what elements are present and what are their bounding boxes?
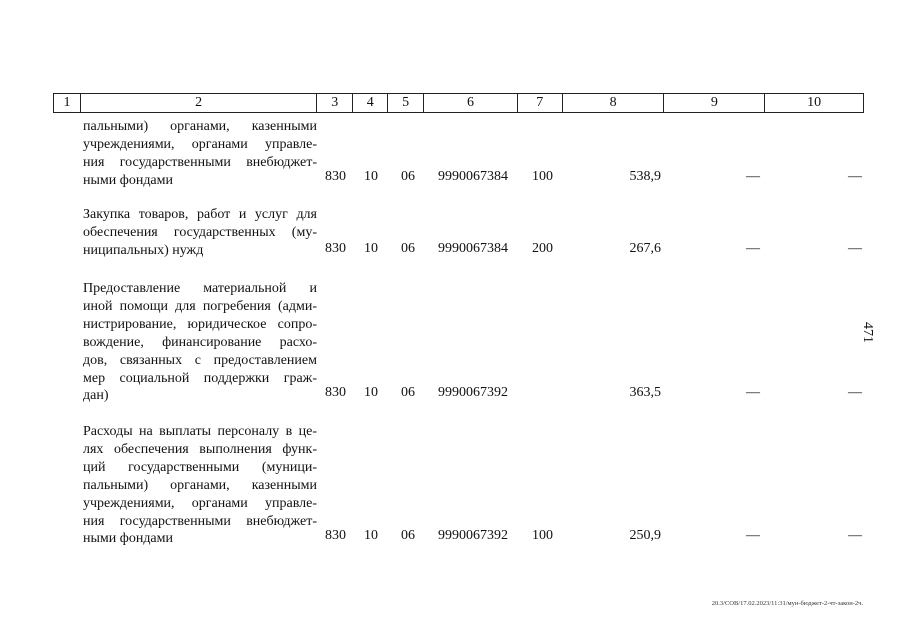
cell-col-10: —: [848, 528, 862, 543]
cell-col-5: 06: [401, 528, 415, 543]
header-col-9: 9: [664, 94, 765, 112]
cell-col-10: —: [848, 169, 862, 184]
cell-col-7: 200: [532, 241, 553, 256]
footer-code: 20.3/СОВ/17.02.2023/11:31/мун-бюджет-2-чт-закон-2ч.: [711, 600, 863, 607]
header-col-1: 1: [54, 94, 81, 112]
cell-col-6: 9990067392: [438, 385, 508, 400]
cell-col-4: 10: [364, 528, 378, 543]
cell-col-3: 830: [325, 169, 346, 184]
header-col-7: 7: [518, 94, 563, 112]
header-col-3: 3: [317, 94, 353, 112]
cell-col-3: 830: [325, 241, 346, 256]
header-col-2: 2: [81, 94, 317, 112]
cell-col-10: —: [848, 385, 862, 400]
cell-col-9: —: [746, 385, 760, 400]
page-number: 471: [860, 322, 875, 343]
header-col-4: 4: [353, 94, 388, 112]
cell-col-6: 9990067392: [438, 528, 508, 543]
header-col-10: 10: [807, 95, 822, 110]
cell-col-9: —: [746, 241, 760, 256]
cell-col-6: 9990067384: [438, 169, 508, 184]
cell-col-9: —: [746, 528, 760, 543]
cell-col-6: 9990067384: [438, 241, 508, 256]
cell-col-4: 10: [364, 169, 378, 184]
cell-col-7: 100: [532, 528, 553, 543]
row-description: Закупка товаров, работ и услуг для обеспечения государственных (му- ниципальных) нужд: [83, 207, 317, 258]
cell-col-8: 538,9: [629, 169, 661, 184]
cell-col-8: 267,6: [629, 241, 661, 256]
cell-col-10: —: [848, 241, 862, 256]
table-header: [53, 93, 864, 113]
cell-col-4: 10: [364, 385, 378, 400]
row-description: пальными) органами, казенными учреждениями, органами управле- ния государственными внебюджет- ными фондами: [83, 119, 317, 188]
header-col-8: 8: [563, 94, 665, 112]
row-description: Предоставление материальной и иной помощи для погребения (адми- нистрирование, юридическое сопро- вождение, финансирование расхо- дов, связанных с предоставлением мер социальной поддержки граж- дан): [83, 281, 317, 404]
cell-col-4: 10: [364, 241, 378, 256]
cell-col-3: 830: [325, 528, 346, 543]
header-col-6: 6: [424, 94, 518, 112]
cell-col-9: —: [746, 169, 760, 184]
cell-col-5: 06: [401, 169, 415, 184]
cell-col-8: 250,9: [629, 528, 661, 543]
cell-col-8: 363,5: [629, 385, 661, 400]
row-description: Расходы на выплаты персоналу в це- лях обеспечения выполнения функ- ций государственными (муници- пальными) органами, казенными учреждениями, органами управле- ния государственными внебюджет- ными фондами: [83, 424, 317, 547]
cell-col-5: 06: [401, 385, 415, 400]
cell-col-5: 06: [401, 241, 415, 256]
header-col-5: 5: [388, 94, 424, 112]
cell-col-7: 100: [532, 169, 553, 184]
cell-col-3: 830: [325, 385, 346, 400]
